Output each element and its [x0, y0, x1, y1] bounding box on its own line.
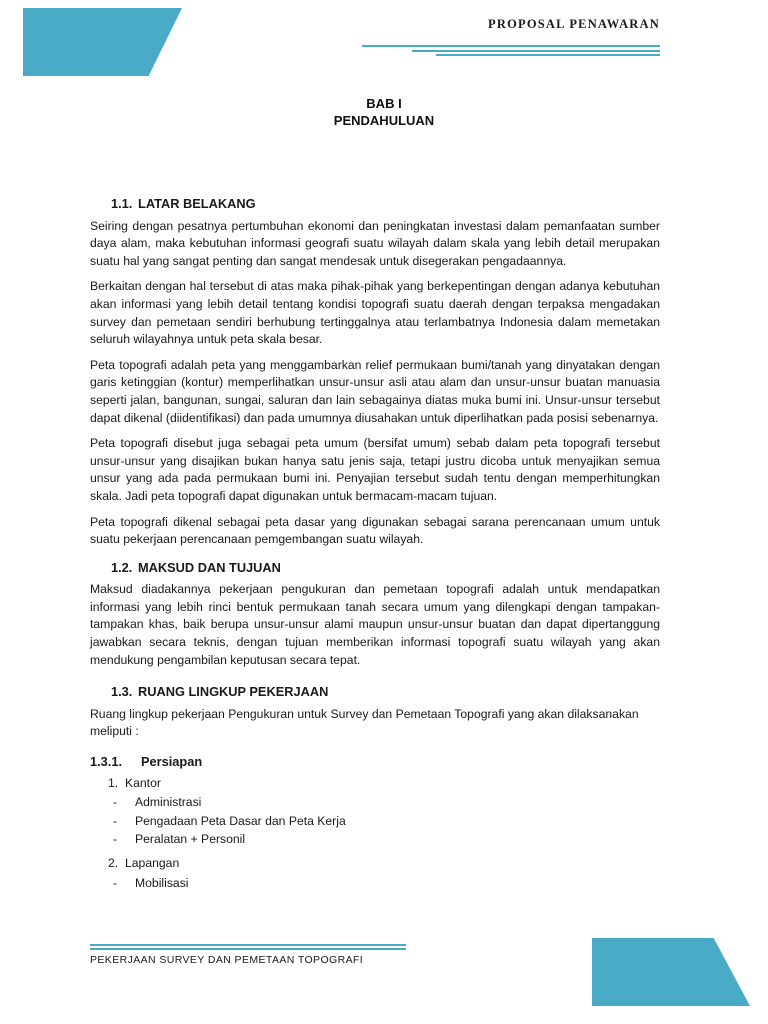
header-title: PROPOSAL PENAWARAN: [488, 17, 660, 31]
list-item-label: Lapangan: [125, 856, 180, 870]
section-number: 1.1.: [111, 196, 133, 211]
section-number: 1.3.: [111, 684, 133, 700]
list-item: [108, 775, 660, 793]
header-rule-1: [362, 45, 660, 47]
sub-list-item: [113, 794, 660, 812]
list-item-number: 2.: [108, 856, 119, 870]
header-decoration-shape: [23, 8, 182, 76]
footer-text: PEKERJAAN SURVEY DAN PEMETAAN TOPOGRAFI: [90, 954, 364, 966]
document-body: [90, 195, 660, 893]
list-item: [108, 855, 660, 873]
dash-bullet: -: [113, 795, 118, 810]
section-number: 1.2.: [111, 559, 133, 575]
sub-list-item-label: Pengadaan Peta Dasar dan Peta Kerja: [135, 813, 346, 828]
paragraph: Berkaitan dengan hal tersebut di atas maka pihak-pihak yang berkepentingan dengan adanya kebutuhan akan informasi yang lebih detail tentang kondisi topografi suatu daerah dengan terpaksa mengadakan survey dan pemetaan sendiri berhubung tertinggalnya atau terlambatnya Indonesia dalam memetakan seluruh wilayahnya untuk peta skala besar.: [90, 279, 660, 347]
footer-rule-1: [90, 944, 406, 946]
section-heading-ruang-lingkup: [111, 683, 660, 701]
sub-list-item-label: Peralatan + Personil: [135, 832, 246, 847]
section-heading-maksud-dan-tujuan: [111, 559, 660, 577]
subsection-heading-persiapan: [90, 753, 660, 771]
subsection-title: Persiapan: [141, 754, 203, 770]
sub-list-item: [113, 875, 660, 893]
paragraph: Peta topografi adalah peta yang menggambarkan relief permukaan bumi/tanah yang dinyatakan dengan garis ketinggian (kontur) memperlihatkan unsur-unsur asli atau alam dan unsur-unsur buatan manuasia seperti jalan, bangunan, sungai, saluran dan lain sebagainya diatas muka bumi ini. Unsur-unsur tersebut dapat dikenal (diidentifikasi) dan pada umumnya diusahakan untuk diperlihatkan pada posisi sebenarnya.: [90, 357, 660, 425]
chapter-number: BAB I: [366, 96, 402, 111]
dash-bullet: -: [113, 875, 118, 890]
header-rule-3: [436, 54, 660, 56]
footer-rule-2: [90, 948, 406, 950]
sub-list-item-label: Administrasi: [135, 795, 202, 810]
paragraph: Peta topografi dikenal sebagai peta dasar yang digunakan sebagai sarana perencanaan umum untuk suatu pekerjaan perencanaan pemgembangan suatu wilayah.: [90, 514, 660, 547]
footer-decoration-shape: [592, 938, 750, 1006]
subsection-number: 1.3.1.: [90, 754, 123, 770]
dash-bullet: -: [113, 813, 118, 828]
sub-list-item: [113, 813, 660, 831]
paragraph: Seiring dengan pesatnya pertumbuhan ekonomi dan peningkatan investasi dalam pemanfaatan sumber daya alam, maka kebutuhan informasi geografi suatu wilayah dalam skala yang lebih detail merupakan suatu hal yang sangat penting dan sangat mendesak untuk disegerakan pengadaannya.: [90, 218, 660, 268]
chapter-title: PENDAHULUAN: [333, 113, 435, 128]
sub-list-item: [113, 831, 660, 849]
paragraph: Maksud diadakannya pekerjaan pengukuran dan pemetaan topografi adalah untuk mendapatkan informasi yang lebih rinci bentuk permukaan tanah secara umum yang dilengkapi dengan tampakan-tampakan khas, baik berupa unsur-unsur alami maupun unsur-unsur buatan dan dapat dipertanggung jawabkan secara teknis, dengan tujuan memberikan informasi topografi suatu wilayah yang akan mendukung pengambilan keputusan secara tepat.: [90, 582, 660, 667]
list-item-label: Kantor: [125, 775, 161, 790]
header-rule-2: [412, 50, 660, 52]
dash-bullet: -: [113, 832, 118, 847]
section-title: RUANG LINGKUP PEKERJAAN: [138, 684, 329, 700]
sub-list-item-label: Mobilisasi: [135, 875, 189, 890]
paragraph: Ruang lingkup pekerjaan Pengukuran untuk Survey dan Pemetaan Topografi yang akan dilaksanakan meliputi :: [90, 706, 639, 739]
list-item-number: 1.: [108, 775, 119, 790]
paragraph: Peta topografi disebut juga sebagai peta umum (bersifat umum) sebab dalam peta topografi tersebut unsur-unsur yang disajikan bukan hanya satu jenis saja, tetapi justru dicoba untuk menyajikan semua unsur yang ada pada permukaan bumi ini. Penyajian tersebut sudah tentu dengan memperhitungkan skala. Jadi peta topografi dapat digunakan untuk bermacam-macam tujuan.: [90, 436, 660, 503]
section-title: LATAR BELAKANG: [138, 196, 256, 211]
section-title: MAKSUD DAN TUJUAN: [138, 559, 281, 575]
section-heading-latar-belakang: [111, 195, 660, 213]
